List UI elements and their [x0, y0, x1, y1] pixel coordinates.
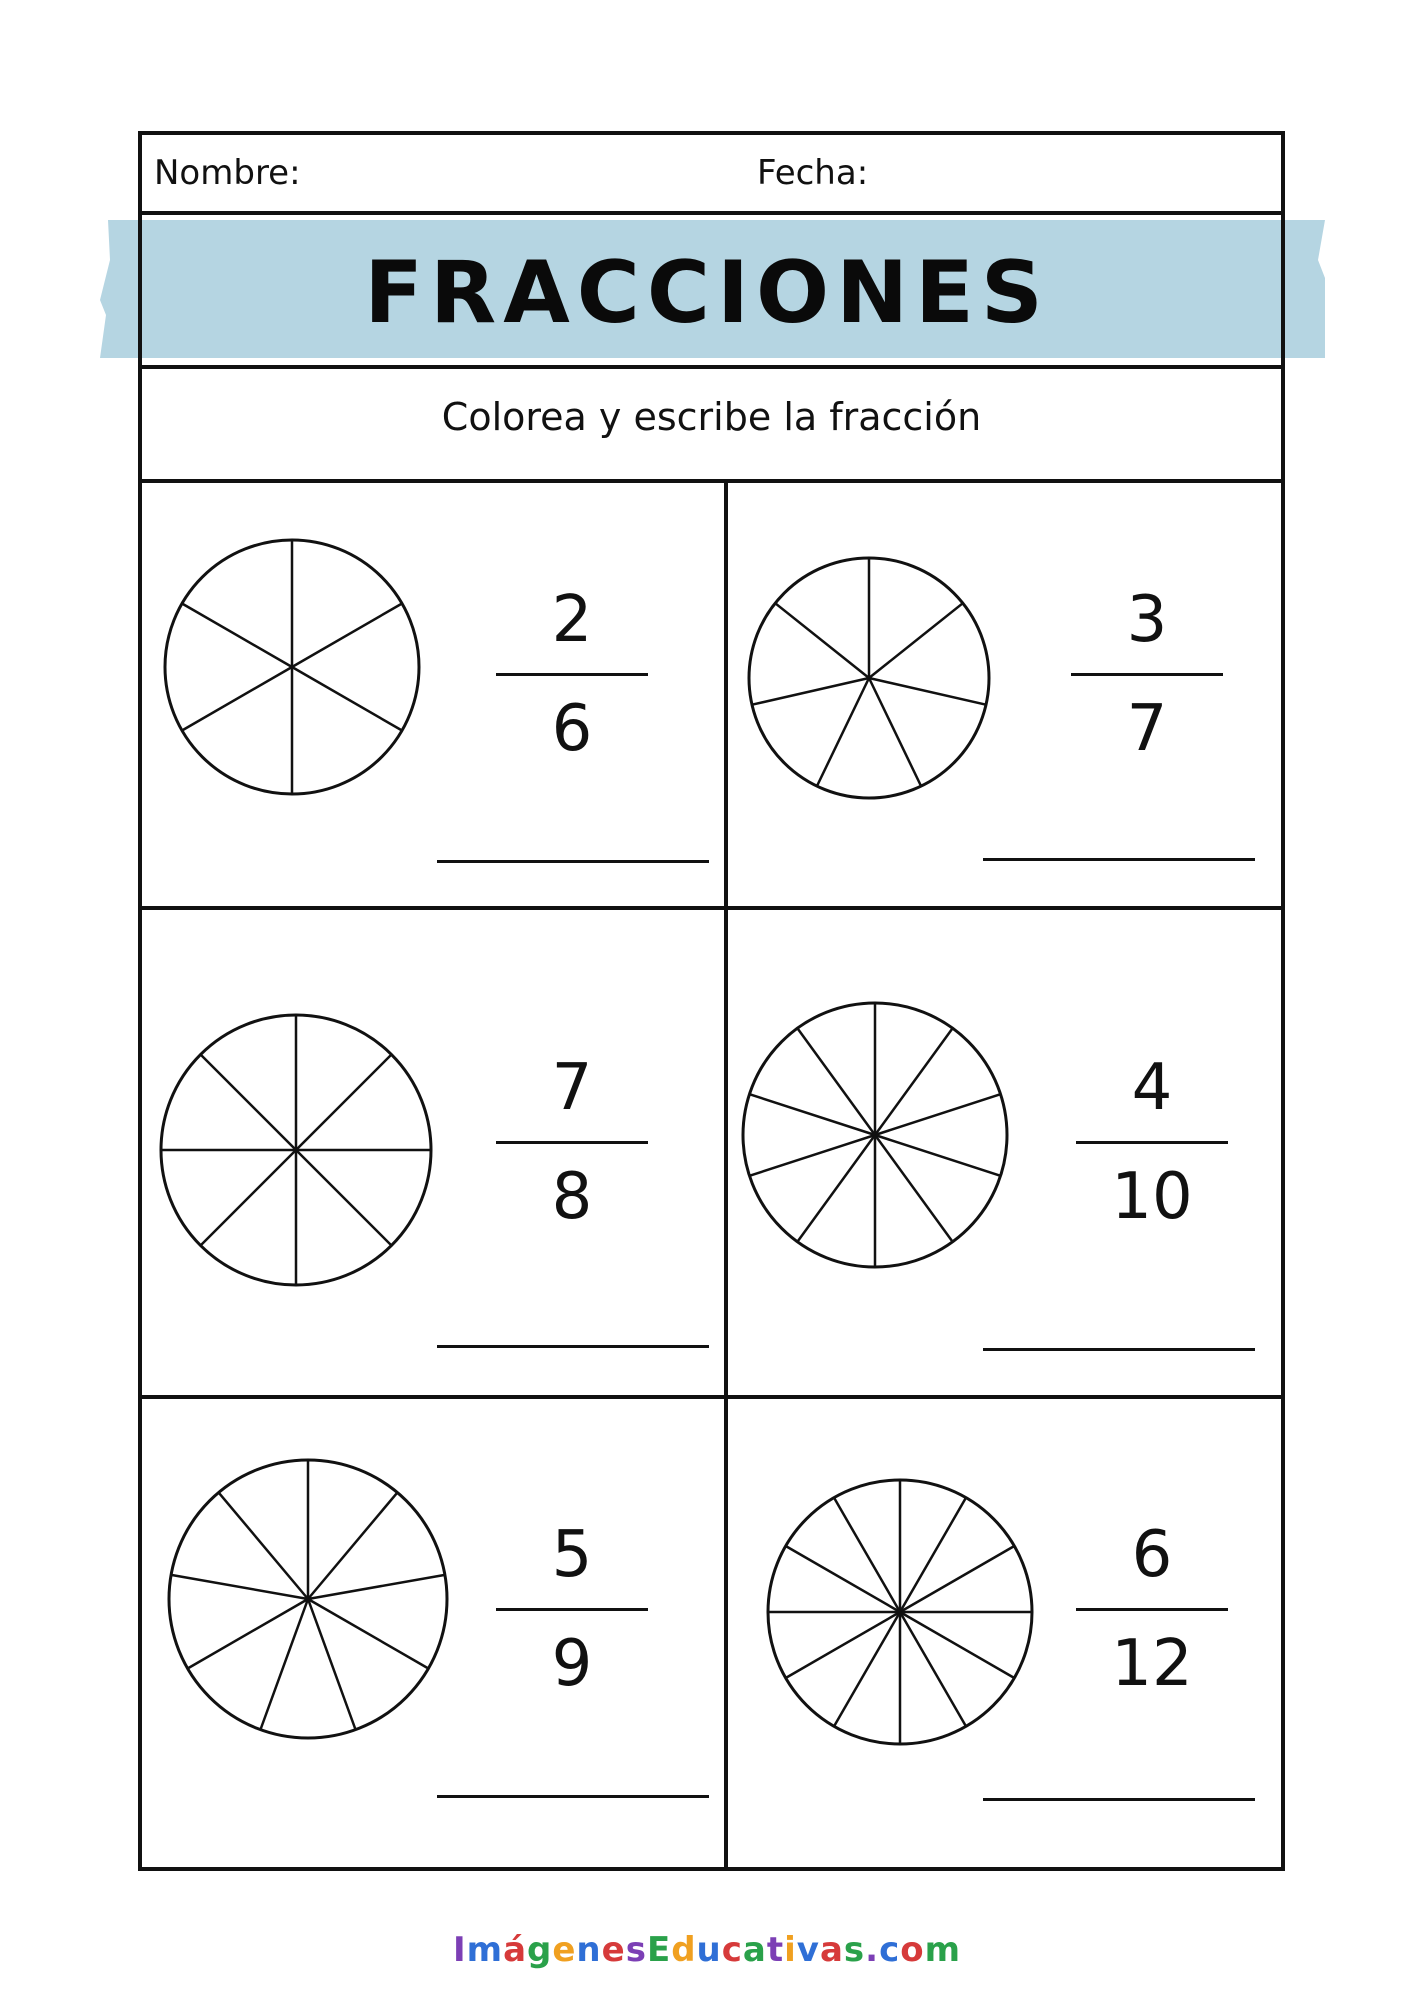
page-title: FRACCIONES [364, 243, 1050, 343]
pie-slice-divider [786, 1612, 900, 1678]
grid-divider-horizontal-2 [142, 1395, 1281, 1399]
footer-brand-text [453, 1930, 961, 1970]
fraction-denominator: 10 [1111, 1160, 1193, 1234]
grid-divider-vertical [724, 483, 728, 1871]
fraction-denominator: 12 [1111, 1627, 1193, 1701]
footer-letter: e [552, 1930, 577, 1970]
pie-slice-divider [171, 1575, 308, 1599]
pie-slice-divider [308, 1599, 428, 1669]
pie-slice-divider [182, 604, 292, 668]
fraction-numerator: 4 [1131, 1051, 1173, 1125]
pie-slice-divider [296, 1055, 391, 1150]
pie-slice-divider [834, 1498, 900, 1612]
fraction-bar [496, 1141, 648, 1144]
pie-slice-divider [749, 1135, 875, 1176]
date-label: Fecha: [757, 153, 869, 193]
footer-letter: a [819, 1930, 844, 1970]
footer-letter: v [796, 1930, 820, 1970]
fraction-numerator: 6 [1131, 1518, 1173, 1592]
fraction-numerator: 5 [551, 1518, 593, 1592]
footer-letter: m [924, 1930, 962, 1970]
fraction-denominator: 8 [551, 1160, 593, 1234]
fraction-numerator: 3 [1126, 583, 1168, 657]
footer-letter: u [696, 1930, 722, 1970]
footer-letter: g [527, 1930, 553, 1970]
footer-letter: s [625, 1930, 647, 1970]
pie-slice-divider [869, 678, 986, 705]
pie-slice-divider [260, 1599, 308, 1730]
fraction-numerator: 7 [551, 1051, 593, 1125]
fraction [1072, 1520, 1232, 1701]
fraction [492, 1520, 652, 1701]
pie-circle[interactable] [740, 998, 1010, 1272]
answer-line[interactable] [983, 1798, 1255, 1801]
pie-slice-divider [786, 1546, 900, 1612]
pie-circle[interactable] [746, 555, 992, 801]
header-row [142, 135, 1281, 215]
name-label: Nombre: [154, 153, 301, 193]
footer-letter: d [671, 1930, 697, 1970]
answer-line[interactable] [983, 1348, 1255, 1351]
fraction [1072, 1053, 1232, 1234]
pie-slice-divider [900, 1612, 966, 1726]
pie-slice-divider [875, 1135, 1001, 1176]
pie-slice-divider [797, 1028, 875, 1135]
fraction-bar [1076, 1608, 1228, 1611]
pie-slice-divider [292, 667, 402, 731]
pie-slice-divider [752, 678, 869, 705]
instruction-row [142, 365, 1281, 483]
fraction-bar [496, 1608, 648, 1611]
footer-letter: c [879, 1930, 901, 1970]
pie-slice-divider [817, 678, 869, 786]
pie-slice-divider [749, 1094, 875, 1135]
footer-letter: t [766, 1930, 785, 1970]
pie-slice-divider [308, 1575, 445, 1599]
answer-line[interactable] [983, 858, 1255, 861]
footer-letter: . [865, 1930, 880, 1970]
fraction [1067, 585, 1227, 766]
footer-letter: o [900, 1930, 925, 1970]
fraction-denominator: 7 [1126, 692, 1168, 766]
pie-slice-divider [869, 678, 921, 786]
pie-slice-divider [900, 1546, 1014, 1612]
answer-line[interactable] [437, 860, 709, 863]
grid-divider-horizontal-1 [142, 906, 1281, 910]
pie-slice-divider [797, 1135, 875, 1242]
pie-circle[interactable] [158, 1012, 434, 1288]
pie-slice-divider [869, 603, 963, 678]
fraction-bar [1071, 673, 1223, 676]
fraction-bar [496, 673, 648, 676]
pie-slice-divider [900, 1612, 1014, 1678]
fraction [492, 1053, 652, 1234]
pie-slice-divider [775, 603, 869, 678]
pie-slice-divider [900, 1498, 966, 1612]
fraction-bar [1076, 1141, 1228, 1144]
worksheet [138, 131, 1285, 1871]
fraction-numerator: 2 [551, 583, 593, 657]
pie-circle[interactable] [162, 537, 422, 797]
footer-letter: e [601, 1930, 626, 1970]
fraction-denominator: 9 [551, 1627, 593, 1701]
footer-letter: n [576, 1930, 602, 1970]
pie-slice-divider [834, 1612, 900, 1726]
instruction-text: Colorea y escribe la fracción [441, 395, 982, 439]
pie-slice-divider [188, 1599, 308, 1669]
footer-letter: I [452, 1930, 467, 1970]
fraction-denominator: 6 [551, 692, 593, 766]
fraction [492, 585, 652, 766]
pie-slice-divider [292, 604, 402, 668]
pie-slice-divider [296, 1150, 391, 1245]
footer-letter: s [843, 1930, 866, 1970]
pie-slice-divider [182, 667, 292, 731]
footer-brand[interactable] [0, 1930, 1414, 1970]
footer-letter: a [742, 1930, 767, 1970]
pie-slice-divider [875, 1135, 953, 1242]
pie-slice-divider [308, 1493, 397, 1599]
footer-letter: i [784, 1930, 797, 1970]
pie-slice-divider [875, 1094, 1001, 1135]
pie-slice-divider [308, 1599, 356, 1730]
footer-letter: E [646, 1930, 672, 1970]
pie-circle[interactable] [765, 1477, 1035, 1747]
footer-letter: c [721, 1930, 743, 1970]
pie-circle[interactable] [166, 1457, 450, 1741]
pie-slice-divider [875, 1028, 953, 1135]
pie-slice-divider [219, 1493, 308, 1599]
answer-line[interactable] [437, 1345, 709, 1348]
footer-letter: m [466, 1930, 504, 1970]
pie-slice-divider [201, 1055, 296, 1150]
footer-letter: á [503, 1930, 528, 1970]
answer-line[interactable] [437, 1795, 709, 1798]
pie-slice-divider [201, 1150, 296, 1245]
